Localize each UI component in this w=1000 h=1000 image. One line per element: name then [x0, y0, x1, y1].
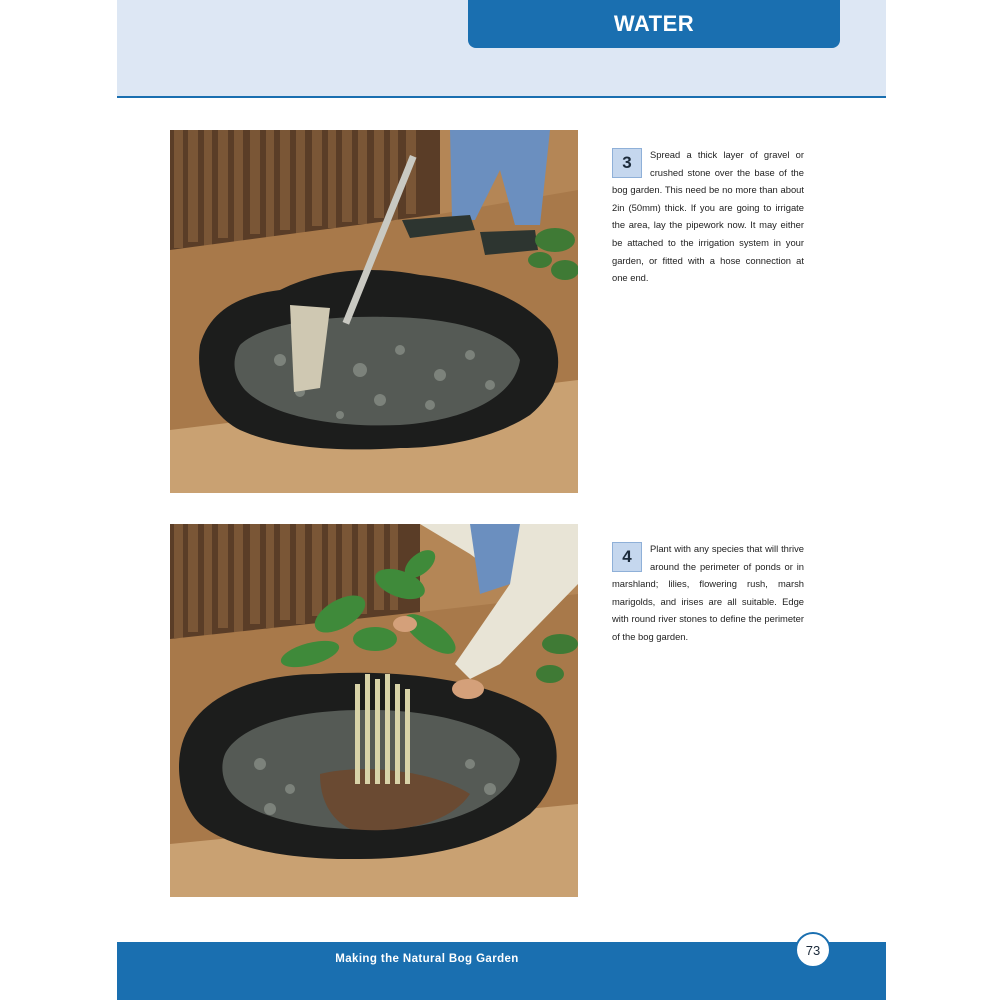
footer-section-title: Making the Natural Bog Garden [335, 953, 519, 965]
page-number: 73 [795, 932, 831, 968]
photo-spreading-gravel [170, 130, 578, 493]
step-4 [612, 540, 804, 646]
header-rule [117, 96, 886, 98]
footer-band [117, 942, 886, 1000]
step-3 [612, 146, 804, 287]
photo-planting [170, 524, 578, 897]
book-page [117, 0, 886, 1000]
chapter-tab [468, 0, 840, 48]
step-instruction: Plant with any species that will thrive around the perimeter of ponds or in marshland; lilies, flowering rush, marsh marigolds, and irises are all suitable. Edge with round river stones to define the perimeter of the bog garden. [612, 543, 804, 642]
step-instruction: Spread a thick layer of gravel or crushed stone over the base of the bog garden. This need be no more than about 2in (50mm) thick. If you are going to irrigate the area, lay the pipework now. It may either be attached to the irrigation system in your garden, or fitted with a hose connection at one end. [612, 149, 804, 284]
step-number-badge: 3 [612, 148, 642, 178]
chapter-title: WATER [613, 11, 695, 36]
step-number-badge: 4 [612, 542, 642, 572]
